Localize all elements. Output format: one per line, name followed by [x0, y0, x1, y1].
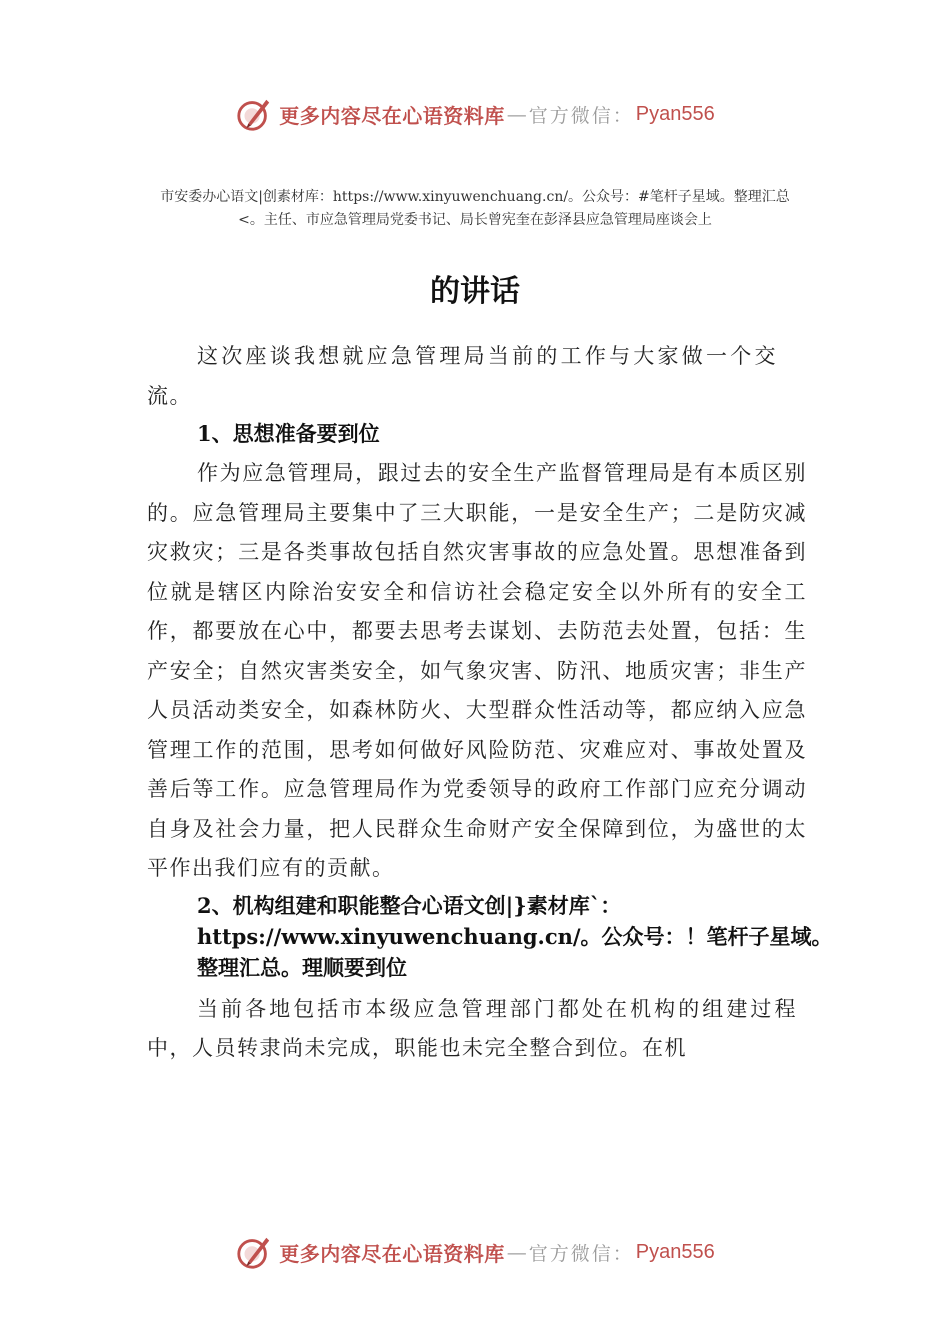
section-2-heading: 2、机构组建和职能整合心语文创|}素材库`：https://www.xinyuwenchuang.cn/。公众号：！笔杆子星域。整理汇总。理顺要到位 — [197, 892, 833, 980]
banner-wechat-id: Pyan556 — [635, 102, 715, 125]
section-1-heading: 1、思想准备要到位 — [197, 421, 380, 446]
intro-paragraph: 这次座谈我想就应急管理局当前的工作与大家做一个交流。 — [147, 344, 777, 408]
footer-banner — [0, 1230, 950, 1274]
footer-official-label: 官方微信： — [528, 1242, 634, 1265]
footer-slogan: 更多内容尽在心语资料库 — [279, 1241, 505, 1266]
pen-seal-icon — [235, 1233, 273, 1271]
banner-official-label: 官方微信： — [528, 104, 634, 127]
banner-slogan: 更多内容尽在心语资料库 — [279, 103, 505, 128]
section-2-paragraph: 当前各地包括市本级应急管理部门都处在机构的组建过程中，人员转隶尚未完成，职能也未完全整合到位。在机 — [147, 996, 797, 1060]
document-subtitle: 市安委办心语文|创素材库：https://www.xinyuwenchuang.cn/。公众号：#笔杆子星域。整理汇总<。主任、市应急管理局党委书记、局长曾宪奎在彭泽县应急管理局座谈会上 — [160, 189, 790, 228]
footer-separator: — — [506, 1240, 527, 1264]
footer-wechat-id: Pyan556 — [635, 1240, 715, 1263]
section-1-paragraph: 作为应急管理局，跟过去的安全生产监督管理局是有本质区别的。应急管理局主要集中了三大职能，一是安全生产；二是防灾减灾救灾；三是各类事故包括自然灾害事故的应急处置。思想准备到位就是辖区内除治安安全和信访社会稳定安全以外所有的安全工作，都要放在心中，都要去思考去谋划、去防范去处置，包括：生产安全；自然灾害类安全，如气象灾害、防汛、地质灾害；非生产人员活动类安全，如森林防火、大型群众性活动等，都应纳入应急管理工作的范围，思考如何做好风险防范、灾难应对、事故处置及善后等工作。应急管理局作为党委领导的政府工作部门应充分调动自身及社会力量，把人民群众生命财产安全保障到位，为盛世的太平作出我们应有的贡献。 — [147, 461, 807, 880]
document-body — [147, 337, 837, 1069]
header-banner — [0, 92, 950, 136]
pen-seal-icon — [235, 95, 273, 133]
document-title: 的讲话 — [430, 274, 520, 309]
banner-separator: — — [506, 102, 527, 126]
